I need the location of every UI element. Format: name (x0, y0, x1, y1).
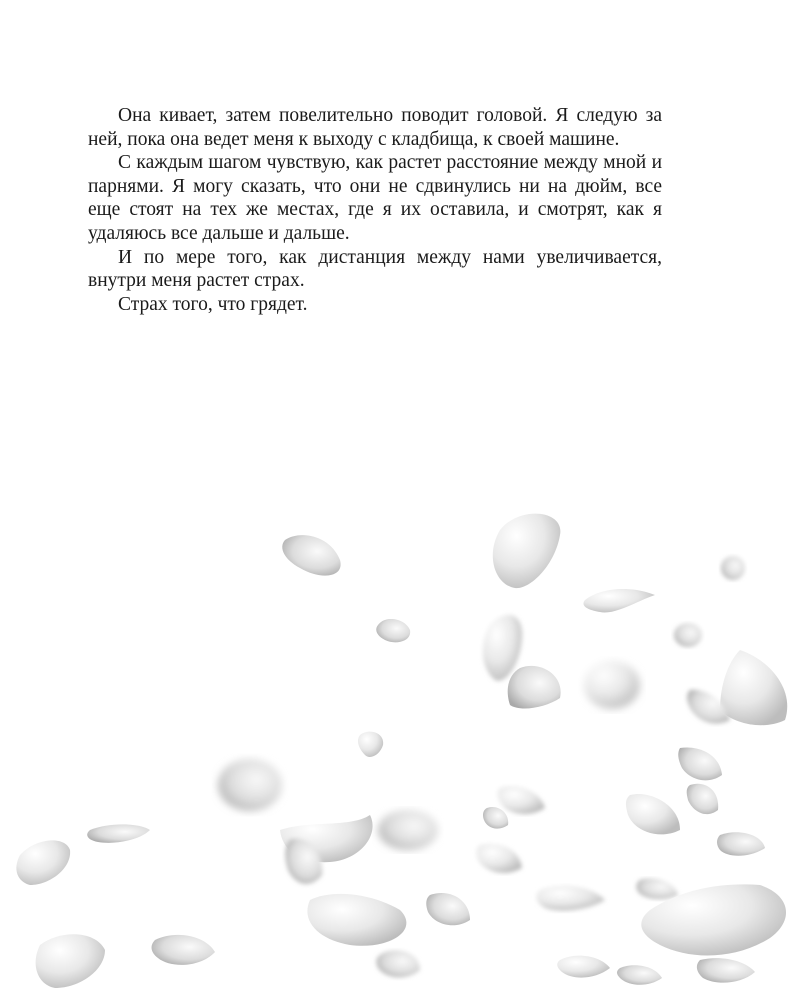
petal (493, 514, 561, 589)
paragraph-3: И по мере того, как дистанция между нами увеличивается, внутри меня растет страх. (88, 246, 662, 292)
petal (483, 807, 508, 829)
petal (16, 840, 70, 885)
petal (717, 832, 765, 856)
petal (498, 786, 545, 814)
petal (557, 956, 610, 978)
petal (87, 824, 150, 842)
petal (636, 878, 678, 899)
petal (720, 650, 787, 725)
petal (697, 958, 755, 983)
petal (617, 965, 662, 985)
paragraph-2: С каждым шагом чувствую, как растет расстояние между мной и парнями. Я могу сказать, что они не сдвинулись ни на дюйм, все еще стоят на тех же местах, где я их оставила, и смотрят, как я удаляюсь все дальше и дальше. (88, 152, 662, 244)
petal (378, 810, 438, 850)
petal (376, 950, 420, 977)
body-text (88, 104, 662, 316)
petal (426, 893, 470, 925)
petal (152, 935, 215, 965)
paragraph-4: Страх того, что грядет. (118, 293, 308, 315)
petal (687, 784, 718, 814)
petal (282, 535, 340, 575)
petals-illustration (0, 490, 800, 1000)
petal (218, 759, 282, 811)
petal (36, 934, 105, 988)
petal (626, 794, 680, 834)
petal (678, 747, 722, 780)
petal (674, 623, 702, 647)
petal (584, 661, 640, 709)
petal (476, 844, 522, 873)
petal (358, 732, 383, 757)
paragraph-1: Она кивает, затем повелительно поводит головой. Я следую за ней, пока она ведет меня к выходу с кладбища, к своей машине. (88, 105, 662, 150)
petal (721, 556, 745, 580)
petal (508, 666, 561, 709)
petal (583, 589, 655, 612)
petal (376, 619, 410, 642)
petal (307, 894, 406, 946)
petal (536, 886, 605, 911)
